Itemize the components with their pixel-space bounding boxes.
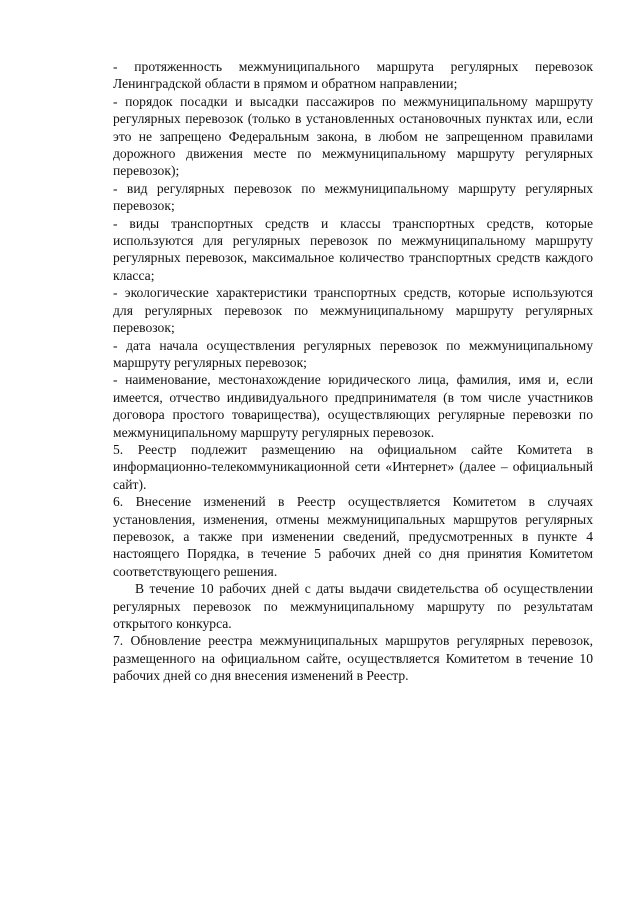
list-item-transport-type: - вид регулярных перевозок по межмуниципальному маршруту регулярных перевозок; [113, 180, 593, 214]
clause-6-continuation: В течение 10 рабочих дней с даты выдачи свидетельства об осуществлении регулярных перевозок по межмуниципальному маршруту по результатам открытого конкурса. [113, 581, 593, 631]
list-item-boarding-procedure: - порядок посадки и высадки пассажиров по межмуниципальному маршруту регулярных перевозок (только в установленных остановочных пунктах или, если это не запрещено Федеральным закона, в любом не запрещенном правилами дорожного движения месте по межмуниципальному маршруту регулярных перевозок); [113, 93, 593, 179]
clause-5: 5. Реестр подлежит размещению на официальном сайте Комитета в информационно-телекоммуникационной сети «Интернет» (далее – официальный сайт). [113, 441, 593, 492]
document-page [113, 58, 593, 685]
clause-6: 6. Внесение изменений в Реестр осуществляется Комитетом в случаях установления, изменения, отмены межмуниципальных маршрутов регулярных перевозок, а также при изменении сведений, предусмотренных в пункте 4 настоящего Порядка, в течение 5 рабочих дней со дня принятия Комитетом соответствующего решения. [113, 494, 593, 579]
list-item-carrier-name: - наименование, местонахождение юридического лица, фамилия, имя и, если имеется, отчество индивидуального предпринимателя (в том числе участников договора простого товарищества), осуществляющих регулярные перевозки по межмуниципальному маршруту регулярных перевозок. [113, 372, 593, 440]
list-item-route-length: - протяженность межмуниципального маршрута регулярных перевозок Ленинградской области в прямом и обратном направлении; [113, 59, 593, 92]
clause-7: 7. Обновление реестра межмуниципальных маршрутов регулярных перевозок, размещенного на официальном сайте, осуществляется Комитетом в течение 10 рабочих дней со дня внесения изменений в Реестр. [113, 633, 593, 684]
list-item-ecological-characteristics: - экологические характеристики транспортных средств, которые используются для регулярных перевозок по межмуниципальному маршруту регулярных перевозок; [113, 285, 593, 336]
list-item-vehicle-types: - виды транспортных средств и классы транспортных средств, которые используются для регулярных перевозок по межмуниципальному маршруту регулярных перевозок, максимальное количество транспортных средств каждого класса; [113, 215, 593, 283]
list-item-start-date: - дата начала осуществления регулярных перевозок по межмуниципальному маршруту регулярных перевозок; [113, 337, 593, 370]
